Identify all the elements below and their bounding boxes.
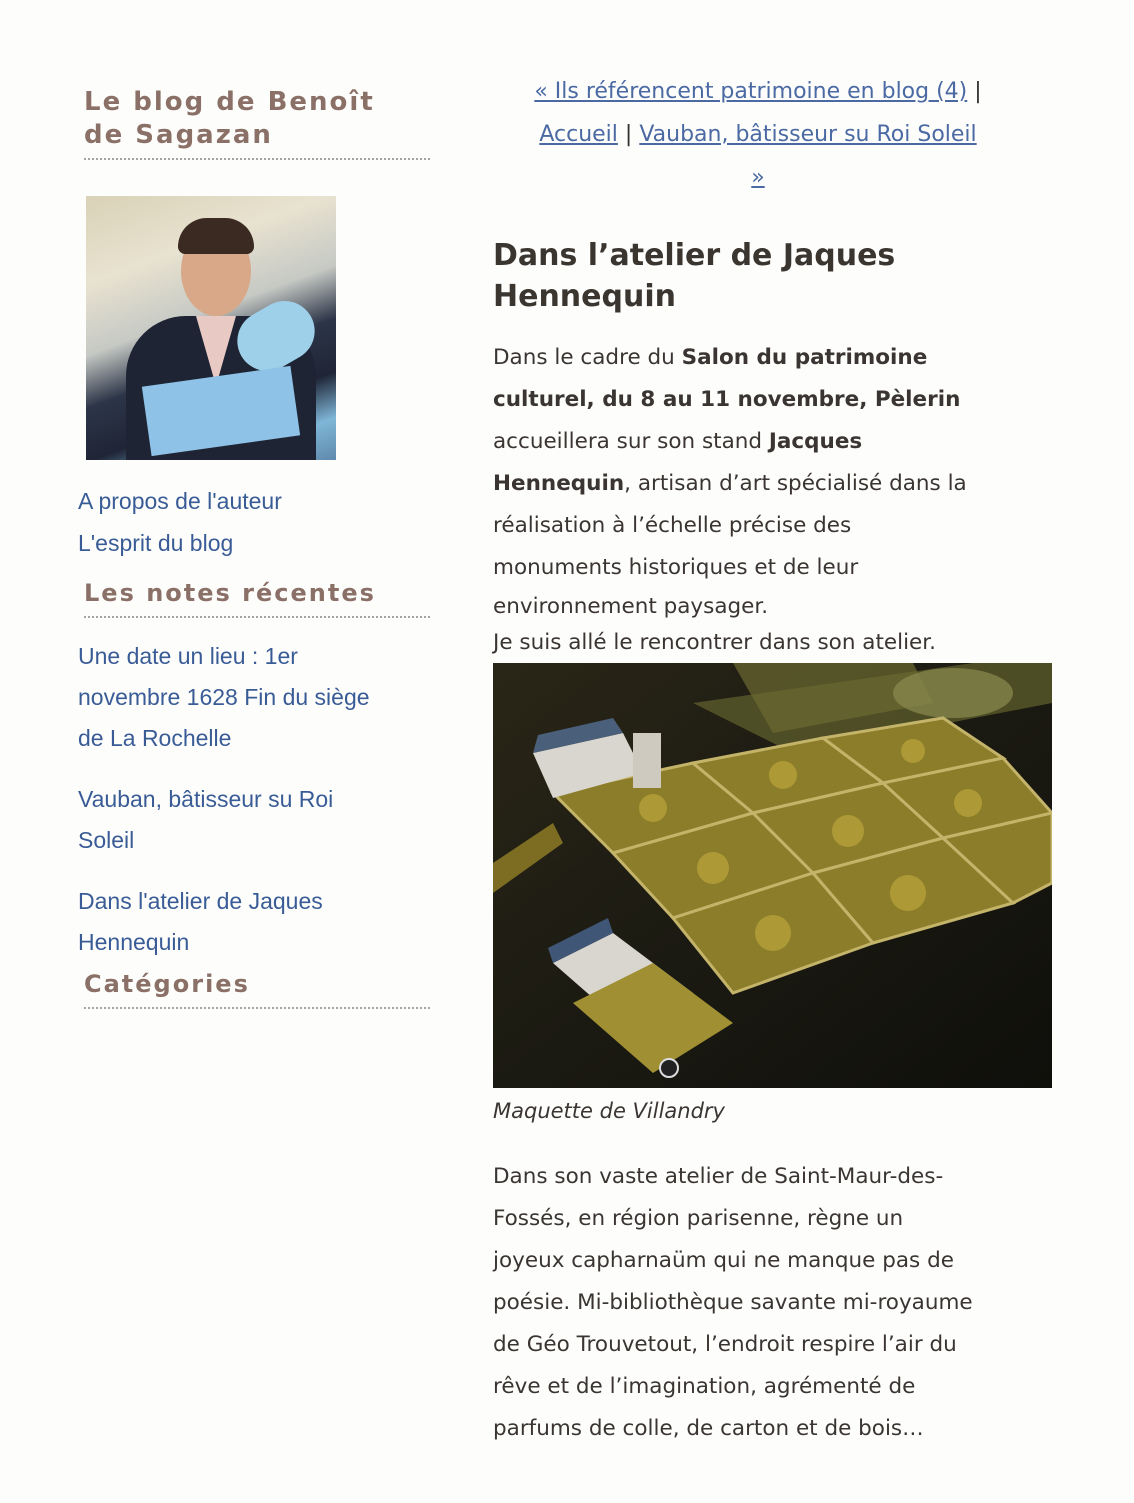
artist-last-name: Hennequin (493, 471, 625, 496)
post-title-line: Dans l’atelier de Jaques (493, 238, 896, 273)
villandry-model-photo[interactable] (493, 663, 1052, 1088)
paragraph-line: Je suis allé le rencontrer dans son atelier. (493, 630, 936, 655)
text-run: accueillera sur son stand (493, 429, 769, 454)
post-content (493, 70, 1053, 1450)
nav-separator: | (974, 79, 982, 104)
paragraph-line: poésie. Mi-bibliothèque savante mi-royaume (493, 1290, 973, 1315)
body-paragraph (493, 1156, 1038, 1450)
about-author-link[interactable]: A propos de l'auteur (78, 488, 282, 514)
photo-detail (178, 218, 254, 254)
home-link[interactable]: Accueil (539, 122, 618, 147)
paragraph-line (493, 337, 1038, 379)
paragraph-line: rêve et de l’imagination, agrémenté de (493, 1374, 916, 1399)
previous-post-link[interactable]: « Ils référencent patrimoine en blog (4) (534, 79, 968, 104)
intro-paragraph (493, 337, 1038, 661)
blog-title[interactable] (84, 86, 430, 160)
paragraph-line: réalisation à l’échelle précise des (493, 513, 852, 538)
paragraph-line: Fossés, en région parisenne, règne un (493, 1206, 904, 1231)
recent-note-line: Dans l'atelier de Jaques (78, 888, 323, 914)
recent-note-line: Hennequin (78, 929, 190, 955)
recent-note-link[interactable] (78, 881, 430, 963)
paragraph-line: parfums de colle, de carton et de bois… (493, 1416, 924, 1441)
post-title-line: Hennequin (493, 279, 676, 314)
text-run: , artisan d’art spécialisé dans la (624, 471, 967, 496)
post-navigation (493, 70, 1023, 199)
artist-first-name: Jacques (768, 429, 863, 454)
recent-notes-heading: Les notes récentes (84, 578, 430, 618)
next-post-arrow[interactable]: » (751, 165, 765, 190)
paragraph-line: monuments historiques et de leur (493, 555, 859, 580)
sidebar (78, 86, 430, 1009)
recent-note-line: novembre 1628 Fin du siège (78, 684, 370, 710)
recent-note-link[interactable] (78, 779, 430, 861)
recent-note-line: Vauban, bâtisseur su Roi (78, 786, 334, 812)
categories-heading: Catégories (84, 969, 430, 1009)
paragraph-line (493, 463, 1038, 505)
paragraph-line: de Géo Trouvetout, l’endroit respire l’air du (493, 1332, 957, 1357)
blog-title-line: de Sagazan (84, 120, 273, 150)
villandry-garden-image (493, 663, 1052, 1088)
salon-dates: culturel, du 8 au 11 novembre, Pèlerin (493, 387, 961, 412)
text-run: Dans le cadre du (493, 345, 682, 370)
salon-name: Salon du patrimoine (681, 345, 928, 370)
paragraph-line (493, 421, 1038, 463)
photo-caption: Maquette de Villandry (493, 1099, 725, 1123)
paragraph-line: joyeux capharnaüm qui ne manque pas de (493, 1248, 954, 1273)
paragraph-line: environnement paysager. (493, 594, 769, 619)
recent-note-link[interactable] (78, 636, 430, 759)
about-links (78, 480, 430, 564)
recent-note-line: Soleil (78, 827, 135, 853)
recent-note-line: Une date un lieu : 1er (78, 643, 298, 669)
post-title (493, 235, 973, 317)
blog-title-line: Le blog de Benoît (84, 87, 375, 117)
nav-separator: | (624, 122, 633, 147)
recent-note-line: de La Rochelle (78, 725, 232, 751)
next-post-link[interactable]: Vauban, bâtisseur su Roi Soleil (639, 122, 977, 147)
blog-spirit-link[interactable]: L'esprit du blog (78, 530, 234, 556)
paragraph-line: Dans son vaste atelier de Saint-Maur-des- (493, 1164, 944, 1189)
author-photo[interactable] (86, 196, 336, 460)
recent-notes-list (78, 636, 430, 963)
